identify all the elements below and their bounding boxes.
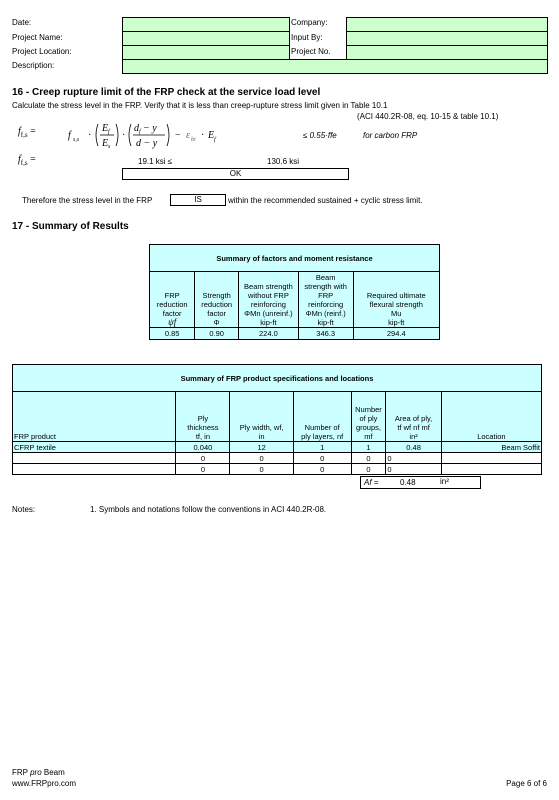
formula-es: E <box>102 138 109 149</box>
spec-cell: 12 <box>230 442 293 453</box>
svg-text:·: · <box>88 130 92 141</box>
spec-cell: 1 <box>351 442 386 453</box>
formula-ef2: E <box>208 130 215 141</box>
formula-eps: ε <box>186 130 190 141</box>
spec-cell: 1 <box>293 442 351 453</box>
formula-fs-sub: s,s <box>73 137 80 143</box>
spec-cell: 0 <box>351 453 386 464</box>
limit-note: for carbon FRP <box>363 131 418 140</box>
formula-d-minus-y: d − y <box>136 138 158 149</box>
spec-cell: 0 <box>230 464 293 475</box>
project-location-field[interactable] <box>122 45 290 60</box>
section-16-title: 16 - Creep rupture limit of the FRP check at the service load level <box>12 87 321 98</box>
spec-header-thickness: Ply thickness tf, in <box>176 392 230 442</box>
spec-header-layers: Number of ply layers, nf <box>293 392 351 442</box>
spec-cell <box>441 453 541 464</box>
factors-header-mu: Required ultimate flexural strength Mu kip-ft <box>353 272 440 328</box>
section-16-intro: Calculate the stress level in the FRP. Verify that it is less than creep-rupture stress limit given in Table 10.1 <box>12 101 388 110</box>
project-no-field[interactable] <box>346 45 548 60</box>
area-total-unit: in² <box>440 477 449 486</box>
spec-cell: 0.040 <box>176 442 230 453</box>
table-row <box>13 464 542 475</box>
spec-cell: 0 <box>293 453 351 464</box>
spec-cell: 0 <box>293 464 351 475</box>
formula-ef: E <box>102 123 109 134</box>
result-limit: 130.6 ksi <box>267 157 300 166</box>
formula-df-sub: f <box>139 129 141 135</box>
factors-header-reinf: Beam strength with FRP reinforcing ΦMn (reinf.) kip-ft <box>298 272 353 328</box>
spec-cell: Beam Soffit <box>441 442 541 453</box>
formula-eps-sub: bi <box>191 137 196 143</box>
spec-cell <box>13 453 176 464</box>
factors-table <box>149 244 440 340</box>
area-total-label: Af = <box>364 478 379 487</box>
spec-cell: 0.48 <box>386 442 441 453</box>
area-total-box <box>360 476 481 489</box>
project-location-label: Project Location: <box>12 47 72 56</box>
input-by-field[interactable] <box>346 31 548 46</box>
footer-product: FRP pro Beam <box>12 768 65 777</box>
spec-header-location: Location <box>441 392 541 442</box>
conclusion-status-box: IS <box>170 194 226 206</box>
factors-value-reinf: 346.3 <box>298 328 353 340</box>
factors-value-phi: 0.90 <box>195 328 239 340</box>
svg-text:−: − <box>175 130 181 141</box>
frp-spec-table <box>12 364 542 475</box>
company-label: Company: <box>291 18 328 27</box>
formula-ef-sub: f <box>108 129 110 135</box>
description-label: Description: <box>12 61 55 70</box>
spec-cell: 0 <box>386 453 441 464</box>
conclusion-post: within the recommended sustained + cyclic stress limit. <box>228 196 423 205</box>
spec-header-product: FRP product <box>13 392 176 442</box>
factors-value-unreinf: 224.0 <box>238 328 298 340</box>
formula-df: d <box>134 123 139 134</box>
company-field[interactable] <box>346 17 548 32</box>
formula-fs: f <box>68 130 71 141</box>
date-label: Date: <box>12 18 32 27</box>
formula-lhs: $f_{f,s}$ = <box>18 126 36 139</box>
svg-text:·: · <box>122 130 126 141</box>
spec-cell: 0 <box>386 464 441 475</box>
factors-header-psi: FRP reduction factor ψf <box>150 272 195 328</box>
spec-cell <box>13 464 176 475</box>
section-17-title: 17 - Summary of Results <box>12 221 129 232</box>
spec-cell: 0 <box>351 464 386 475</box>
input-by-label: Input By: <box>291 33 323 42</box>
project-name-label: Project Name: <box>12 33 63 42</box>
spec-cell: 0 <box>176 453 230 464</box>
table-row <box>13 453 542 464</box>
footer-website[interactable]: www.FRPpro.com <box>12 779 77 788</box>
factors-header-phi: Strength reduction factor Φ <box>195 272 239 328</box>
spec-header-area: Area of ply, tf wf nf mf in² <box>386 392 441 442</box>
area-total-value: 0.48 <box>400 478 416 487</box>
spec-cell: CFRP textile <box>13 442 176 453</box>
result-lhs: $f_{f,s}$ = <box>18 154 36 167</box>
spec-header-width: Ply width, wf, in <box>230 392 293 442</box>
formula-minus-y: − y <box>143 123 157 134</box>
footer-page-number: Page 6 of 6 <box>506 779 547 788</box>
svg-text:·: · <box>201 130 205 141</box>
project-name-field[interactable] <box>122 31 290 46</box>
spec-cell: 0 <box>230 453 293 464</box>
factors-value-psi: 0.85 <box>150 328 195 340</box>
section-16-reference: (ACI 440.2R-08, eq. 10-15 & table 10.1) <box>357 112 499 121</box>
factors-table-title: Summary of factors and moment resistance <box>150 245 440 272</box>
project-no-label: Project No. <box>291 47 331 56</box>
status-box: OK <box>122 168 349 180</box>
notes-label: Notes: <box>12 505 36 514</box>
table-row <box>13 442 542 453</box>
limit-text: ≤ 0.55·ffe <box>303 131 337 140</box>
factors-header-unreinf: Beam strength without FRP reinforcing ΦMn (unreinf.) kip-ft <box>238 272 298 328</box>
formula-es-sub: s <box>108 144 111 150</box>
factors-value-mu: 294.4 <box>353 328 440 340</box>
notes-text: 1. Symbols and notations follow the conventions in ACI 440.2R-08. <box>90 505 327 514</box>
spec-cell <box>441 464 541 475</box>
formula-ef2-sub: f <box>214 137 216 143</box>
formula-graphic <box>68 114 288 158</box>
result-value: 19.1 ksi ≤ <box>138 157 173 166</box>
spec-cell: 0 <box>176 464 230 475</box>
spec-header-groups: Number of ply groups, mf <box>351 392 386 442</box>
date-field[interactable] <box>122 17 290 32</box>
conclusion-pre: Therefore the stress level in the FRP <box>22 196 153 205</box>
description-field[interactable] <box>122 59 548 74</box>
frp-spec-table-title: Summary of FRP product specifications and locations <box>13 365 542 392</box>
